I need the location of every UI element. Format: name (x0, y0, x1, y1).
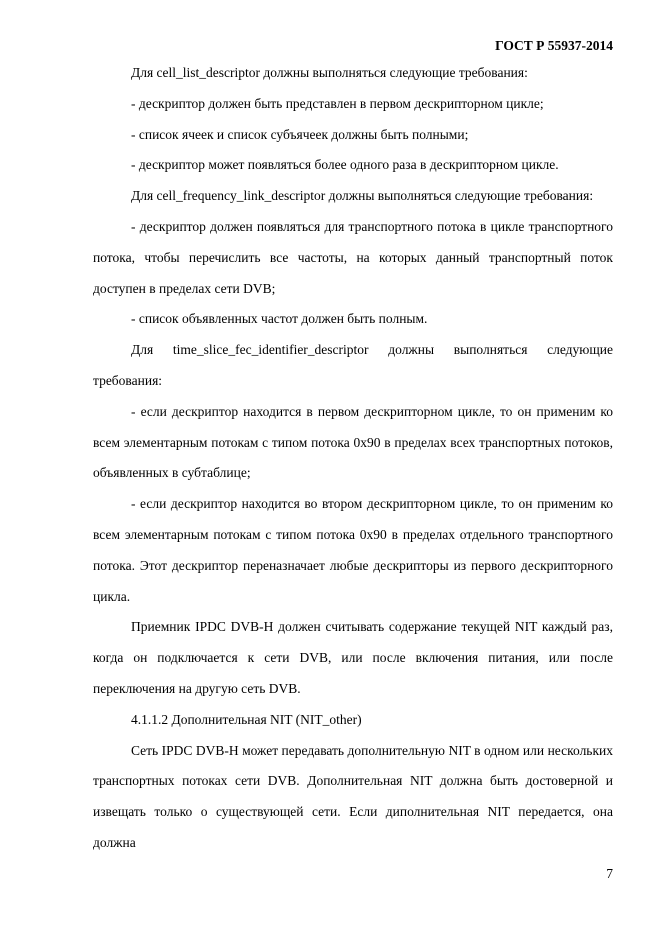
paragraph: Для cell_frequency_link_descriptor должны выполняться следующие требования: (131, 188, 594, 204)
document-body (93, 58, 613, 859)
paragraph: Сеть IPDC DVB-H может передавать дополнительную NIT в одном или нескольких транспортных потоках сети DVB. Дополнительная NIT должна быть достоверной и извещать только о существующей сети. Если диполнительная NIT передается, она должна (93, 742, 613, 850)
paragraph: Для time_slice_fec_identifier_descriptor должны выполняться следующие требования: (93, 342, 613, 388)
paragraph: - если дескриптор находится во втором дескрипторном цикле, то он применим ко всем элементарным потокам с типом потока 0x90 в пределах отдельного транспортного потока. Этот дескриптор переназначает любые дескрипторы из первого дескрипторного цикла. (93, 496, 613, 604)
document-header: ГОСТ Р 55937-2014 (495, 38, 613, 53)
paragraph: - дескриптор может появляться более одного раза в дескрипторном цикле. (131, 157, 559, 173)
paragraph: - дескриптор должен быть представлен в первом дескрипторном цикле; (131, 95, 544, 111)
paragraph: Приемник IPDC DVB-H должен считывать содержание текущей NIT каждый раз, когда он подключается к сети DVB, или после включения питания, или после переключения на другую сеть DVB. (93, 619, 613, 696)
page-number: 7 (606, 866, 613, 881)
paragraph: Для cell_list_descriptor должны выполняться следующие требования: (131, 65, 528, 80)
paragraph: - список объявленных частот должен быть полным. (131, 311, 428, 327)
section-heading: 4.1.1.2 Дополнительная NIT (NIT_other) (131, 711, 362, 727)
paragraph: - если дескриптор находится в первом дескрипторном цикле, то он применим ко всем элементарным потокам с типом потока 0x90 в пределах всех транспортных потоков, объявленных в субтаблице; (93, 403, 613, 481)
paragraph: - дескриптор должен появляться для транспортного потока в цикле транспортного потока, чтобы перечислить все частоты, на которых данный транспортный поток доступен в пределах сети DVB; (93, 218, 613, 296)
paragraph: - список ячеек и список субъячеек должны быть полными; (131, 126, 469, 142)
